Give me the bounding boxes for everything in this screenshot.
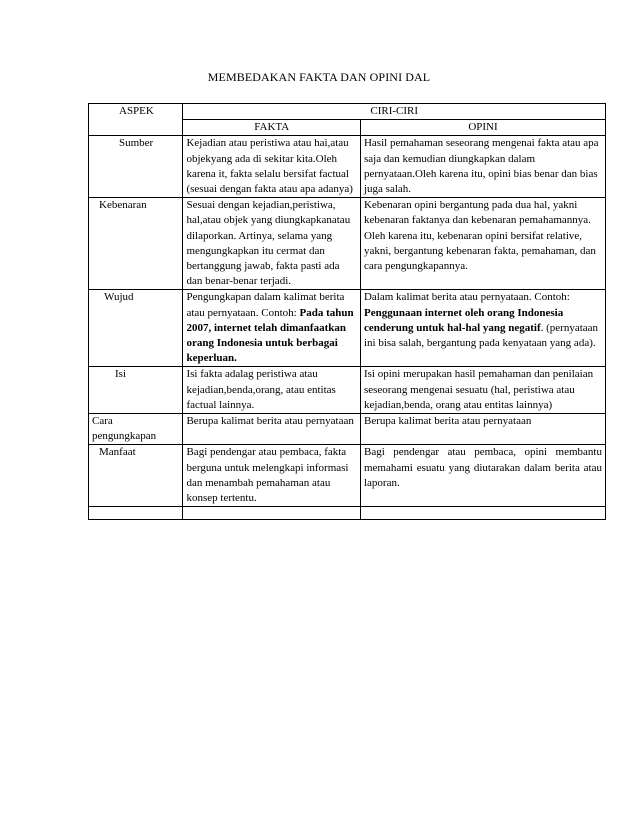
table-row (89, 414, 606, 445)
opini-sumber: Hasil pemahaman seseorang mengenai fakta atau apa saja dan kemudian diungkapkan dalam pernyataan.Oleh karena itu, opini bias benar dan bias juga salah. (360, 136, 605, 198)
opini-kebenaran: Kebenaran opini bergantung pada dua hal, yakni kebenaran faktanya dan kebenaran pemahamannya. Oleh karena itu, kebenaran opini bersifat relative, yakni, bergantung kebenaran fakta, pemahaman, dan cara pengungkapannya. (360, 198, 605, 290)
table-row (89, 367, 606, 414)
fakta-wujud-example: Pada tahun 2007, internet telah dimanfaatkan orang Indonesia untuk berbagai keperluan. (186, 306, 354, 365)
opini-manfaat: Bagi pendengar atau pembaca, opini membantu memahami esuatu yang diutarakan dalam berita atau laporan. (360, 445, 605, 507)
fakta-wujud (183, 290, 361, 367)
empty-cell (183, 507, 361, 520)
aspek-wujud: Wujud (89, 290, 183, 367)
fakta-isi: Isi fakta adalag peristiwa atau kejadian,benda,orang, atau entitas factual lainnya. (183, 367, 361, 414)
comparison-table (88, 103, 606, 520)
fakta-sumber: Kejadian atau peristiwa atau hai,atau objekyang ada di sekitar kita.Oleh karena it, fakta selalu bersifat factual (sesuai dengan fakta atau apa adanya) (183, 136, 361, 198)
fakta-cara-pengungkapan: Berupa kalimat berita atau pernyataan (183, 414, 361, 445)
table-row (89, 445, 606, 507)
header-ciri-ciri: CIRI-CIRI (183, 104, 606, 120)
opini-wujud-note: . (pernyataan ini bisa salah, bergantung pada kenyataan yang ada). (363, 321, 599, 350)
header-opini: OPINI (360, 120, 605, 136)
opini-isi: Isi opini merupakan hasil pemahaman dan penilaian seseorang mengenai sesuatu (hal, peristiwa atau kejadian,benda, orang atau entitas lainnya) (360, 367, 605, 414)
empty-cell (360, 507, 605, 520)
aspek-isi: Isi (89, 367, 183, 414)
opini-cara-pengungkapan: Berupa kalimat berita atau pernyataan (360, 414, 605, 445)
fakta-wujud-text: Pengungkapan dalam kalimat berita atau pernyataan. Contoh: (186, 291, 345, 319)
opini-wujud-example: Penggunaan internet oleh orang Indonesia cenderung untuk hal-hal yang negatif (363, 306, 564, 334)
opini-wujud-text: Dalam kalimat berita atau pernyataan. Contoh: (363, 291, 570, 304)
table-row (89, 198, 606, 290)
fakta-manfaat: Bagi pendengar atau pembaca, fakta berguna untuk melengkapi informasi dan menambah pemahaman atau konsep tertentu. (183, 445, 361, 507)
aspek-cara-pengungkapan: Cara pengungkapan (89, 414, 183, 445)
header-aspek: ASPEK (89, 104, 183, 136)
empty-cell (89, 507, 183, 520)
fakta-kebenaran: Sesuai dengan kejadian,peristiwa, hal,atau objek yang diungkapkanatau dilaporkan. Artinya, selama yang mengungkapkan itu cermat dan bertanggung jawab, fakta pasti ada dan benar-benar terjadi. (183, 198, 361, 290)
header-fakta: FAKTA (183, 120, 361, 136)
opini-wujud (360, 290, 605, 367)
aspek-kebenaran: Kebenaran (89, 198, 183, 290)
document-title: MEMBEDAKAN FAKTA DAN OPINI DAL (207, 70, 431, 84)
aspek-manfaat: Manfaat (89, 445, 183, 507)
aspek-sumber: Sumber (89, 136, 183, 198)
header-row (89, 104, 606, 120)
table-row (89, 290, 606, 367)
table-row (89, 136, 606, 198)
empty-row (89, 507, 606, 520)
